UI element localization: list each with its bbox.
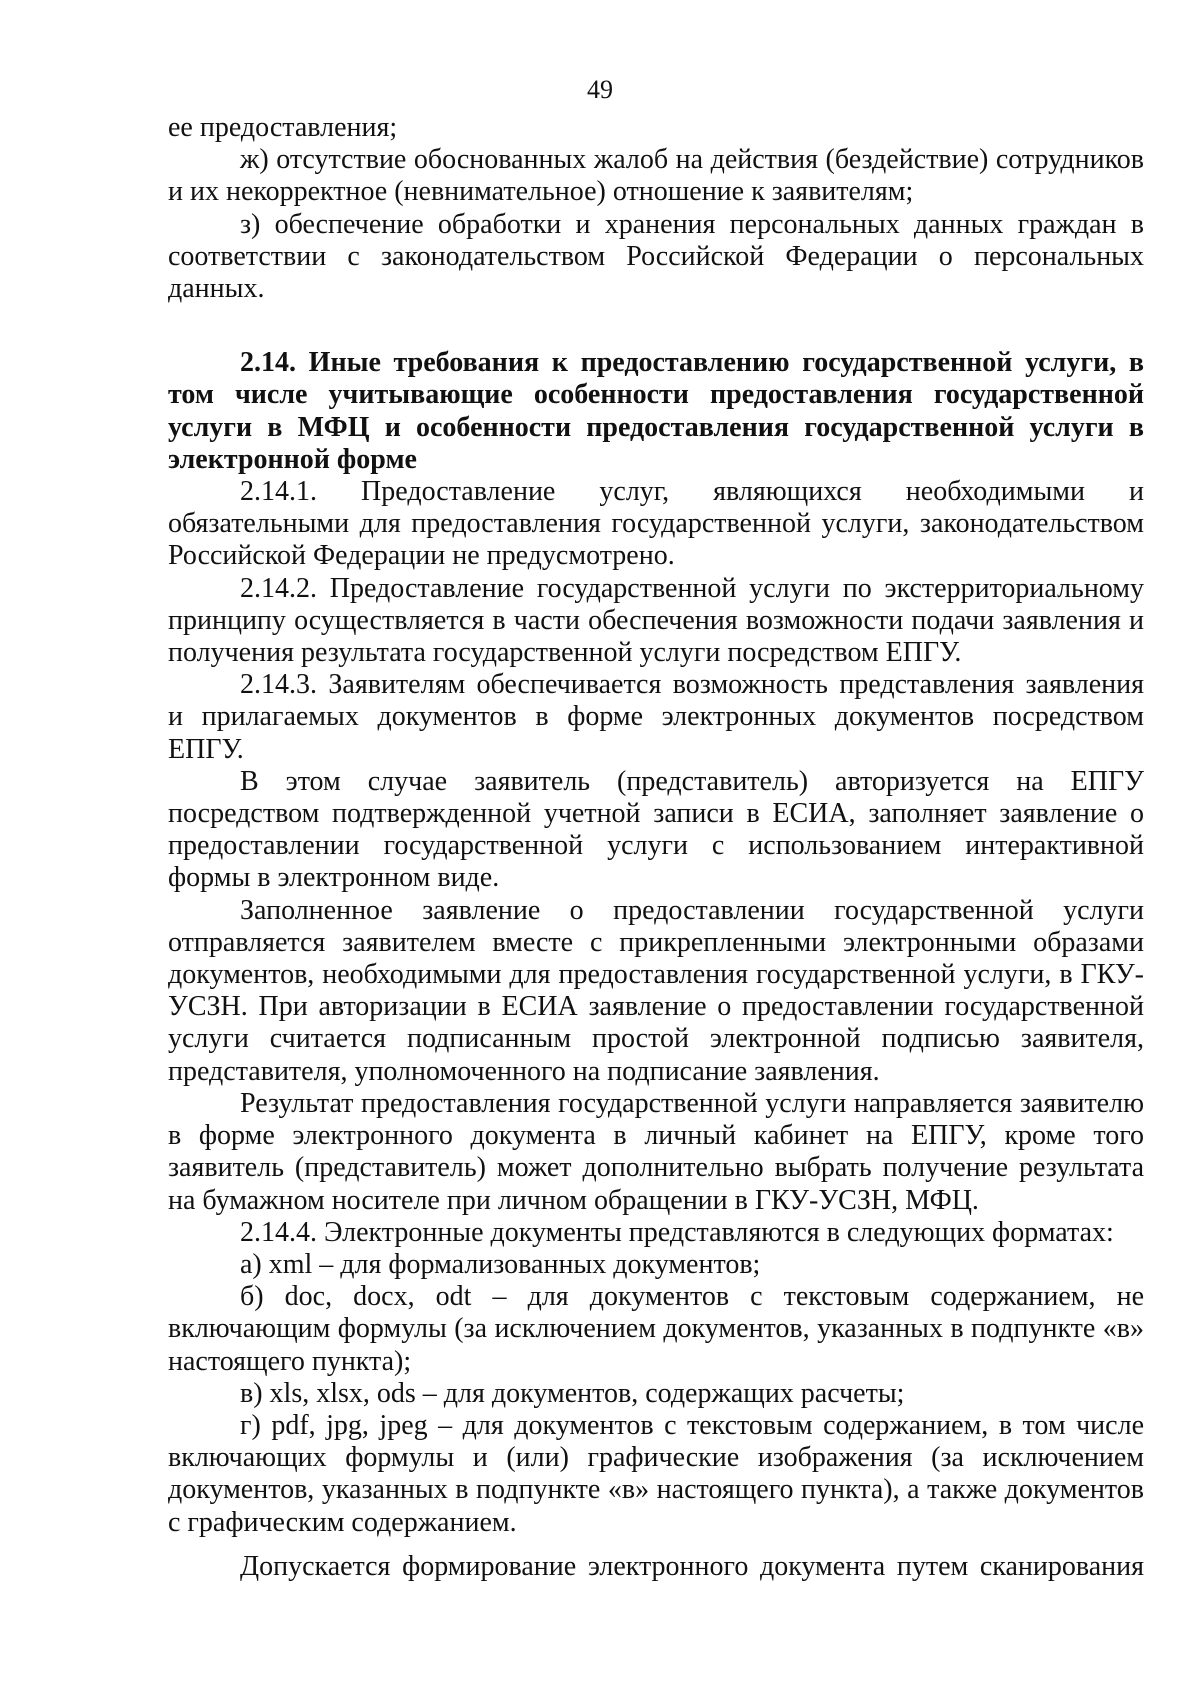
clause-2-14-4: 2.14.4. Электронные документы представляются в следующих форматах: bbox=[240, 1216, 1114, 1248]
clause-2-14-3: 2.14.3. Заявителям обеспечивается возможность представления заявления и прилагаемых документов в форме электронных документов посредством ЕПГУ. bbox=[168, 669, 1144, 765]
page-number: 49 bbox=[587, 75, 613, 104]
list-item-v: в) xls, xlsx, ods – для документов, содержащих расчеты; bbox=[240, 1377, 905, 1409]
document-body bbox=[168, 112, 1144, 1583]
section-heading: 2.14. Иные требования к предоставлению государственной услуги, в том числе учитывающие особенности предоставления государственной услуги в МФЦ и особенности предоставления государственной услуги в электронной форме bbox=[168, 347, 1144, 475]
paragraph: ее предоставления; bbox=[168, 112, 398, 143]
list-item-a: а) xml – для формализованных документов; bbox=[240, 1248, 761, 1280]
clause-2-14-1: 2.14.1. Предоставление услуг, являющихся необходимыми и обязательными для предоставления государственной услуги, законодательством Российской Федерации не предусмотрено. bbox=[168, 476, 1144, 572]
list-item-zh: ж) отсутствие обоснованных жалоб на действия (бездействие) сотрудников и их некорректное (невнимательное) отношение к заявителям; bbox=[168, 144, 1144, 208]
paragraph: Заполненное заявление о предоставлении государственной услуги отправляется заявителем вместе с прикрепленными электронными образами документов, необходимыми для предоставления государственной услуги, в ГКУ-УСЗН. При авторизации в ЕСИА заявление о предоставлении государственной услуги считается подписанным простой электронной подписью заявителя, представителя, уполномоченного на подписание заявления. bbox=[168, 894, 1144, 1087]
paragraph: Допускается формирование электронного документа путем сканирования bbox=[240, 1550, 1144, 1582]
clause-2-14-2: 2.14.2. Предоставление государственной услуги по экстерриториальному принципу осуществляется в части обеспечения возможности подачи заявления и получения результата государственной услуги посредством ЕПГУ. bbox=[168, 572, 1144, 669]
list-item-z: з) обеспечение обработки и хранения персональных данных граждан в соответствии с законодательством Российской Федерации о персональных данных. bbox=[168, 208, 1144, 305]
list-item-g: г) pdf, jpg, jpeg – для документов с текстовым содержанием, в том числе включающих формулы и (или) графические изображения (за исключением документов, указанных в подпункте «в» настоящего пункта), а также документов с графическим содержанием. bbox=[168, 1409, 1144, 1538]
paragraph: В этом случае заявитель (представитель) авторизуется на ЕПГУ посредством подтвержденной учетной записи в ЕСИА, заполняет заявление о предоставлении государственной услуги с использованием интерактивной формы в электронном виде. bbox=[168, 765, 1144, 894]
paragraph: Результат предоставления государственной услуги направляется заявителю в форме электронного документа в личный кабинет на ЕПГУ, кроме того заявитель (представитель) может дополнительно выбрать получение результата на бумажном носителе при личном обращении в ГКУ-УСЗН, МФЦ. bbox=[168, 1087, 1144, 1216]
list-item-b: б) doc, docx, odt – для документов с текстовым содержанием, не включающим формулы (за исключением документов, указанных в подпункте «в» настоящего пункта); bbox=[168, 1281, 1144, 1377]
